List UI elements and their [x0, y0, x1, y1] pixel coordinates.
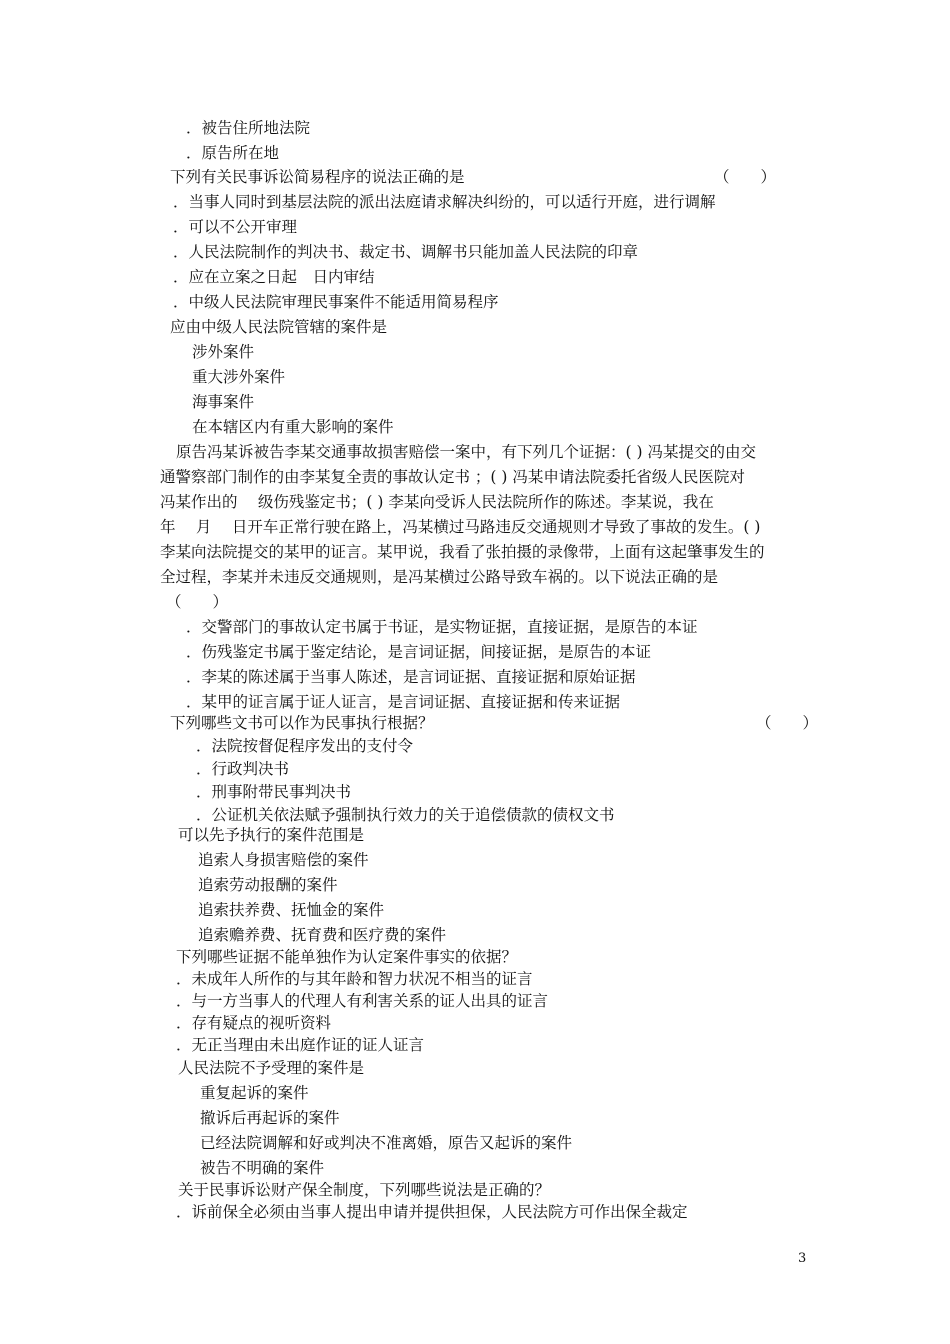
text-line: ．无正当理由未出庭作证的证人证言 [176, 1036, 425, 1054]
text-line: 关于民事诉讼财产保全制度，下列哪些说法是正确的？ [178, 1181, 551, 1199]
text-line: 重大涉外案件 [192, 368, 286, 386]
text-line: （ ） [714, 168, 777, 186]
text-line: 全过程，李某并未违反交通规则，是冯某横过公路导致车祸的。以下说法正确的是 [160, 568, 719, 586]
text-line: ．应在立案之日起 日内审结 [173, 268, 375, 286]
page-number: 3 [798, 1251, 807, 1266]
text-line: ．存有疑点的视听资料 [176, 1014, 332, 1032]
text-line: 重复起诉的案件 [200, 1084, 309, 1102]
text-line: ．刑事附带民事判决书 [196, 783, 352, 801]
text-line: 追索赡养费、抚育费和医疗费的案件 [198, 926, 447, 944]
text-line: ．未成年人所作的与其年龄和智力状况不相当的证言 [176, 970, 533, 988]
text-line: 被告不明确的案件 [200, 1159, 325, 1177]
text-line: 撤诉后再起诉的案件 [200, 1109, 340, 1127]
text-line: 李某向法院提交的某甲的证言。某甲说，我看了张拍摄的录像带，上面有这起肇事发生的 [160, 543, 765, 561]
text-line: ．行政判决书 [196, 760, 290, 778]
text-line: ．李某的陈述属于当事人陈述，是言词证据、直接证据和原始证据 [186, 668, 636, 686]
text-line: ．某甲的证言属于证人证言，是言词证据、直接证据和传来证据 [186, 693, 621, 711]
text-line: 下列哪些证据不能单独作为认定案件事实的依据？ [176, 948, 518, 966]
text-line: 冯某作出的 级伤残鉴定书；( ) 李某向受诉人民法院所作的陈述。李某说，我在 [160, 493, 714, 511]
text-line: 通警察部门制作的由李某复全责的事故认定书 ；( ) 冯某申请法院委托省级人民医院对 [160, 468, 745, 486]
text-line: 追索扶养费、抚恤金的案件 [198, 901, 385, 919]
text-line: 在本辖区内有重大影响的案件 [192, 418, 394, 436]
text-line: （ ） [166, 593, 229, 611]
text-line: ．诉前保全必须由当事人提出申请并提供担保，人民法院方可作出保全裁定 [176, 1203, 688, 1221]
text-line: ．人民法院制作的判决书、裁定书、调解书只能加盖人民法院的印章 [173, 243, 639, 261]
text-line: ．交警部门的事故认定书属于书证，是实物证据，直接证据，是原告的本证 [186, 618, 698, 636]
text-line: 追索劳动报酬的案件 [198, 876, 338, 894]
text-line: ．中级人民法院审理民事案件不能适用简易程序 [173, 293, 499, 311]
text-line: 原告冯某诉被告李某交通事故损害赔偿一案中，有下列几个证据：( ) 冯某提交的由交 [176, 443, 756, 461]
text-line: 下列有关民事诉讼简易程序的说法正确的是 [170, 168, 465, 186]
text-line: ．当事人同时到基层法院的派出法庭请求解决纠纷的，可以适行开庭，进行调解 [173, 193, 716, 211]
text-line: 海事案件 [192, 393, 255, 411]
text-line: ．与一方当事人的代理人有利害关系的证人出具的证言 [176, 992, 549, 1010]
text-line: ．可以不公开审理 [173, 218, 298, 236]
text-line: ．伤残鉴定书属于鉴定结论，是言词证据，间接证据，是原告的本证 [186, 643, 652, 661]
text-line: 应由中级人民法院管辖的案件是 [170, 318, 388, 336]
text-line: 已经法院调解和好或判决不准离婚，原告又起诉的案件 [200, 1134, 573, 1152]
text-line: 追索人身损害赔偿的案件 [198, 851, 369, 869]
text-line: ．原告所在地 [186, 144, 280, 162]
text-line: 人民法院不予受理的案件是 [178, 1059, 365, 1077]
text-line: ．法院按督促程序发出的支付令 [196, 737, 414, 755]
text-line: 下列哪些文书可以作为民事执行根据？ [170, 714, 434, 732]
text-line: ．公证机关依法赋予强制执行效力的关于追偿债款的债权文书 [196, 806, 615, 824]
text-line: 涉外案件 [192, 343, 255, 361]
text-line: 可以先予执行的案件范围是 [178, 826, 365, 844]
text-line: 年 月 日开车正常行驶在路上，冯某横过马路违反交通规则才导致了事故的发生。( ) [160, 518, 761, 536]
text-line: （ ） [756, 714, 819, 732]
text-line: ．被告住所地法院 [186, 119, 311, 137]
